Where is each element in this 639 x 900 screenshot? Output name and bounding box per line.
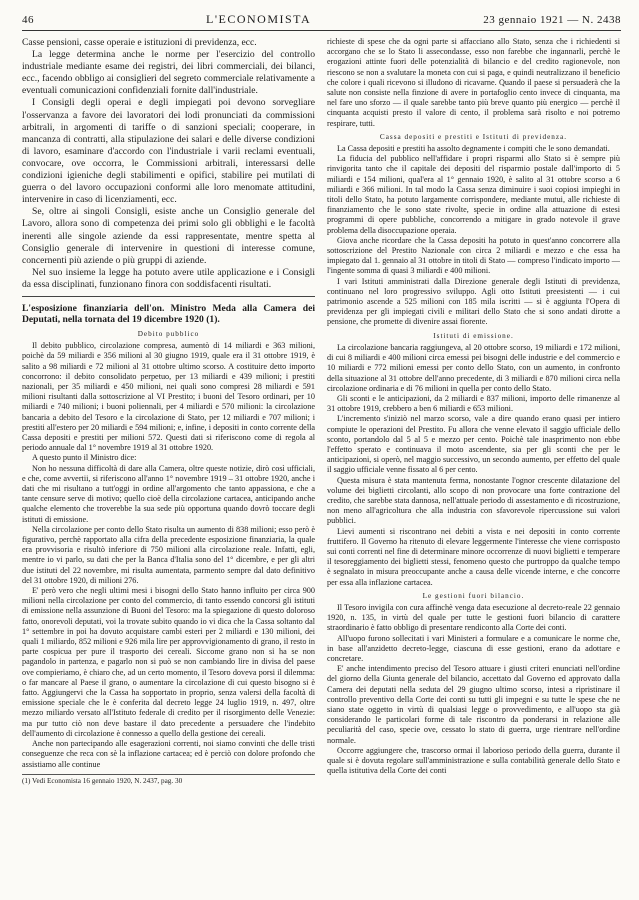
right-intro-paragraph: richieste di spese che da ogni parte si affacciano allo Stato, senza che i richiedenti si accorgano che se lo Stato li assecondasse, esso non farebbe che ingannarli, perchè le erogazioni attinte fuori delle potenzialità di bilancio e del credito ragionevole, non riescono se non a svalutare la moneta con cui si paga, e quindi neutralizzano il beneficio che colore i quali ricevono si illudono di ricavarne. Quando il paese si persuaderà che la salute non consiste nella finzione di avere in portafoglio cento invece di cinquanta, ma nel fare uno sforzo — il quale sarebbe tanto più breve quanto più energico — perchè il cinquanta acquisti presto il valore di cento, il problema sarà risolto e noi potremo respirare, tutti. — [327, 37, 620, 128]
left-body-paragraph: Nella circolazione per conto dello Stato risulta un aumento di 838 milioni; esso però è figurativo, perchè rapportato alla cifra della precedente esposizione finanziaria, la quale era provvisoria e risultò inferiore di 750 milioni alla circolazione reale. Infatti, egli, mentre io vi parlo, su dati che per la Banca d'Italia sono del 1° dicembre, e per gli altri due istituti del 22 novembre, mi risulta aumentata, parmento sempre dal dato definitivo del 31 ottobre 1920, di milioni 276. — [22, 524, 315, 585]
subhead-cassa-depositi: Cassa depositi e prestiti e Istituti di previdenza. — [379, 132, 568, 141]
left-body-paragraph: Anche non partecipando alle esagerazioni correnti, noi siamo convinti che delle tristi conseguenze che reca con sè la inflazione cartacea; ed è perciò con dolore profondo che assistiamo alle continue — [22, 739, 315, 769]
right-column — [327, 37, 620, 786]
gestioni-paragraph: Occorre aggiungere che, trascorso ormai il laborioso periodo della guerra, durante il quale si è dovuta regolare sull'amministrazione e sulla contabilità generale dello Stato e quella istitutiva della Corte dei conti — [327, 745, 620, 776]
left-intro-paragraph: Nel suo insieme la legge ha potuto avere utile applicazione e i Consigli da essa disciplinati, funzionano finora con soddisfacenti risultati. — [22, 266, 315, 290]
emissione-paragraph: Gli sconti e le anticipazioni, da 2 miliardi e 837 milioni, importo delle rimanenze al 31 ottobre 1919, crebbero a ben 6 miliardi e 653 milioni. — [327, 393, 620, 414]
page-number: 46 — [22, 14, 34, 26]
gestioni-paragraph: Il Tesoro invigila con cura affinchè venga data esecuzione al decreto-reale 22 gennaio 1920, n. 135, in virtù del quale per tutte le gestioni fuori bilancio di carattere straordinario è fatto obbligo di presentare rendiconto alla Corte dei conti. — [327, 602, 620, 633]
emissione-paragraph: La circolazione bancaria raggiungeva, al 20 ottobre scorso, 19 miliardi e 172 milioni, di cui 8 miliardi e 400 milioni circa emessi pei bisogni delle industrie e del commercio e 10 miliardi e 772 milioni emessi per conto dello Stato, con un aumento, in confronto della situazione al 31 ottobre dell'anno precedente, di 3 miliardi e 870 milioni circa nella circolazione ordinaria e di 76 milioni in quella per conto dello Stato. — [327, 342, 620, 393]
left-body-paragraph: Non ho nessuna difficoltà di dare alla Camera, oltre queste notizie, dirò così ufficiali, e che, come avvertii, si riferiscono all'anno 1° novembre 1919 – 31 ottobre 1920, anche i dati che mi risultano a tutt'oggi in ordine all'argomento che tanto appassiona, e che a tante censure serve di motivo; quello cioè della circolazione cartacea, anticipando anche qualche elemento che troverebbe la sua sede più opportuna quando dovrò toccare degli istituti di emissione. — [22, 463, 315, 524]
subhead-debito-pubblico: Debito pubblico — [137, 329, 200, 338]
subhead-istituti-emissione: Istituti di emissione. — [433, 331, 514, 340]
cassa-paragraph: Giova anche ricordare che la Cassa depositi ha potuto in quest'anno concorrere alla sottoscrizione del Prestito Nazionale con circa 2 miliardi e mezzo e che essa ha impiegato dal 1. gennaio al 31 ottobre in titoli di Stato — compreso l'indicato importo — l'ingente somma di quasi 3 miliardi e 400 milioni. — [327, 235, 620, 276]
left-intro-paragraph: I Consigli degli operai e degli impiegati poi devono sorvegliare l'osservanza a favore dei lavoratori dei lodi pronunciati da commissioni arbitrali, in argomenti di tariffe o di sanzioni speciali; cooperare, in mancanza di contratti, alla stipulazione dei salari e delle diverse condizioni di lavoro, esaminare d'accordo con l'industriale i varii reclami eventuali, convocare, ove occorra, le Commissioni arbitrali, interessarsi delle condizioni igieniche degli stabilimenti e opifici, stabilire pei mutilati di guerra o del lavoro occupazioni conformi alle loro menomate attitudini, intervenire in caso di licenziamenti, ecc. — [22, 97, 315, 206]
gestioni-paragraph: All'uopo furono sollecitati i vari Ministeri a formulare e a comunicare le norme che, in base all'anzidetto decreto-legge, ciascuna di esse gestioni, erano da adottare e concretare. — [327, 633, 620, 663]
emissione-paragraph: Questa misura è stata mantenuta ferma, nonostante l'ognor crescente dilatazione del volume dei biglietti circolanti, allo scopo di non provocare una forte contrazione del credito, che sarebbe stata dannosa, nell'attuale periodo di assestamento e di ricostruzione, non meno all'agricoltura che alla industria con sfavorevole ripercussione sui valori pubblici. — [327, 475, 620, 526]
cassa-paragraph: La Cassa depositi e prestiti ha assolto degnamente i compiti che le sono demandati. — [337, 144, 610, 154]
cassa-paragraph: La fiducia del pubblico nell'affidare i propri risparmi allo Stato si è sempre più rinvigorita tanto che il capitale dei depositi del risparmio postale dall'importo di 5 miliardi e 154 milioni, qual'era al 1° gennaio 1920, è salito al 31 ottobre scorso a 6 miliardi e 366 milioni. In tal modo la Cassa senza diminuire i suoi copiosi impieghi in titoli dello Stato, ha potuto largamente corrispondere, mediante mutui, alle richieste di finanziamento che le sono state rivolte, specie in ordine alla attuazione di estesi programmi di opere pubbliche, concorrendo a mitigare in grado notevole il grave problema della disoccupazione operaia. — [327, 154, 620, 235]
left-intro-paragraph: Casse pensioni, casse operaie e istituzioni di previdenza, ecc. — [22, 37, 257, 48]
left-column — [22, 37, 315, 786]
issue-date: 23 gennaio 1921 — N. 2438 — [483, 14, 621, 26]
cassa-paragraph: I vari Istituti amministrati dalla Direzione generale degli Istituti di previdenza, continuano nel loro progressivo sviluppo. Agli otto Istituti preesistenti — i cui patrimonio ascende a 525 milioni con 185 mila iscritti — si è aggiunta l'Opera di previdenza per gli impiegati civili e militari dello Stato che si sono andati dirotte a pensione, che promette di divenire assai fiorente. — [327, 276, 620, 327]
section-divider — [22, 296, 315, 297]
page-header — [22, 12, 621, 31]
emissione-paragraph: L'incremento s'iniziò nel marzo scorso, vale a dire quando erano quasi per intiero compiute le operazioni del Prestito. Fu allora che venne elevato il saggio ufficiale dello sconto, portandolo dal 5 al 5 e mezzo per cento. Poichè tale inasprimento non ebbe l'effetto sperato e continuava il moto ascendente, sia per gli sconti che per le anticipazioni, si operò, nel maggio successivo, un secondo aumento, per effetto del quale il saggio ufficiale venne fissato al 6 per cento. — [327, 414, 620, 475]
left-body-paragraph: A questo punto il Ministro dice: — [32, 453, 137, 463]
publication-title: L'ECONOMISTA — [206, 12, 312, 26]
gestioni-paragraph: E' anche intendimento preciso del Tesoro attuare i giusti criteri enunciati nell'ordine del giorno della Giunta generale del bilancio, accettato dal Governo ed approvato dalla Camera dei deputati nella seduta del 29 giugno ultimo scorso, intesi a ripristinare il controllo preventivo della Corte dei conti su tutti gli impegni e su tutte le spese che ne siano state oggetto in virtù di qualsiasi legge o provvedimento, e all'uopo sta già considerando le particolari forme di tale riscontro da ponderarsi in relazione alle peculiarità del caso, specie ove, cessato lo stato di guerra, urge rientrare nell'ordine normale. — [327, 664, 620, 745]
left-body-paragraph: E' però vero che negli ultimi mesi i bisogni dello Stato hanno influito per circa 900 milioni nella circolazione per conto del commercio, di tanto essendo concorsi gli istituti di emissione nella assunzione di Buoni del Tesoro: ma la spiegazione di questo doloroso fatto, onorevoli deputati, voi la trovate subito quando io vi dica che la Cassa soltanto dal 1° settembre in poi ha dovuto acquistare cambi esteri per 2 miliardi e 130 milioni, dei quali 1 miliardo, 852 milioni e 926 mila lire per approvvigionamento di grano, il resto in parte cospicua per pure il trasporto dei cereali. Siccome grano non si ha se non pagandolo in partenza, e pagarlo non si può se non cambiando lire in divisa del paese ove compieriamo, è chiaro che, ad un certo momento, il Tesoro doveva porsi il dilemma: o far mancare al Paese il grano, o aumentare la circolazione di cui questo bisogno si è fatto. Aggiungervi che la Cassa ha sopportato in proprio, senza valersi della facoltà di emissione speciale che le è conferita dal decreto legge 24 luglio 1919, n. 497, oltre mezzo miliardo versato all'Istituto federale di credito per il risorgimento delle Venezie: ma pur tutto ciò non deve bastare il dato precedente a persuadere che l'indebito dell'aumento di circolazione è connesso a quello della gestione dei cereali. — [22, 586, 315, 738]
emissione-paragraph: Lievi aumenti si riscontrano nei debiti a vista e nei depositi in conto corrente fruttifero. Il Governo ha ritenuto di elevare leggermente l'interesse che viene corrisposto sui conti correnti nel fine di determinare minore occorrenze di nuovi biglietti e temperare il tesoreggiamento dei biglietti stessi, fenomeno questo che purtroppo da qualche tempo è segnalato in misura preoccupante anche a causa delle vicende interne, e che concorre per essa alla inflazione cartacea. — [327, 526, 620, 587]
left-body-paragraph: Il debito pubblico, circolazione compresa, aumentò di 14 miliardi e 363 milioni, poichè da 59 miliardi e 356 milioni al 30 giugno 1919, quale era il 31 ottobre 1919, è salito a 98 miliardi e 72 milioni al 31 ottobre ultimo scorso. A costituire detto importo concorrono: il debito consolidato perpetuo, per 13 miliardi e 439 milioni; i prestiti nazionali, per 35 miliardi e 450 milioni, nei quali sono compresi 28 miliardi e 591 milioni risultanti dalla sottoscrizione al VI Prestito; i buoni del Tesoro ordinari, per 10 miliardi e 740 milioni; i buoni poliennali, per 4 miliardi e 570 milioni: la circolazione bancaria a debito del Tesoro e la circolazione di Stato, per 12 miliardi e 707 milioni; i prestiti all'estero per 20 miliardi e 594 milioni; e, infine, i depositi in conto corrente della Cassa depositi e prestiti per milioni 572. Questi dati si riferiscono come di regola al periodo annuale dal 1° novembre 1919 al 31 ottobre 1920. — [22, 341, 315, 453]
left-intro-paragraph: Se, oltre ai singoli Consigli, esiste anche un Consiglio generale del Lavoro, allora sono di competenza dei primi solo gli obblighi e le facoltà inerenti alle singole aziende da essi rappresentate, mentre spetta al Consiglio generale di intervenire in questioni di interesse comune, concernenti più aziende o più gruppi di aziende. — [22, 206, 315, 266]
columns — [22, 37, 621, 786]
section-title: L'esposizione finanziaria dell'on. Ministro Meda alla Camera dei Deputati, nella tornata del 19 dicembre 1920 (1). — [22, 302, 315, 326]
subhead-gestioni-fuori-bilancio: Le gestioni fuori bilancio. — [422, 591, 525, 600]
footnote: (1) Vedi Economista 16 gennaio 1920, N. 2437, pag. 30 — [22, 774, 315, 786]
left-intro-paragraph: La legge determina anche le norme per l'esercizio del controllo industriale mediante esame dei registri, dei libri commerciali, dei bilanci, ecc., facendo obbligo ai consiglieri del segreto commerciale relativamente a eventuali comunicazioni confidenziali fornite dall'industriale. — [22, 49, 315, 97]
